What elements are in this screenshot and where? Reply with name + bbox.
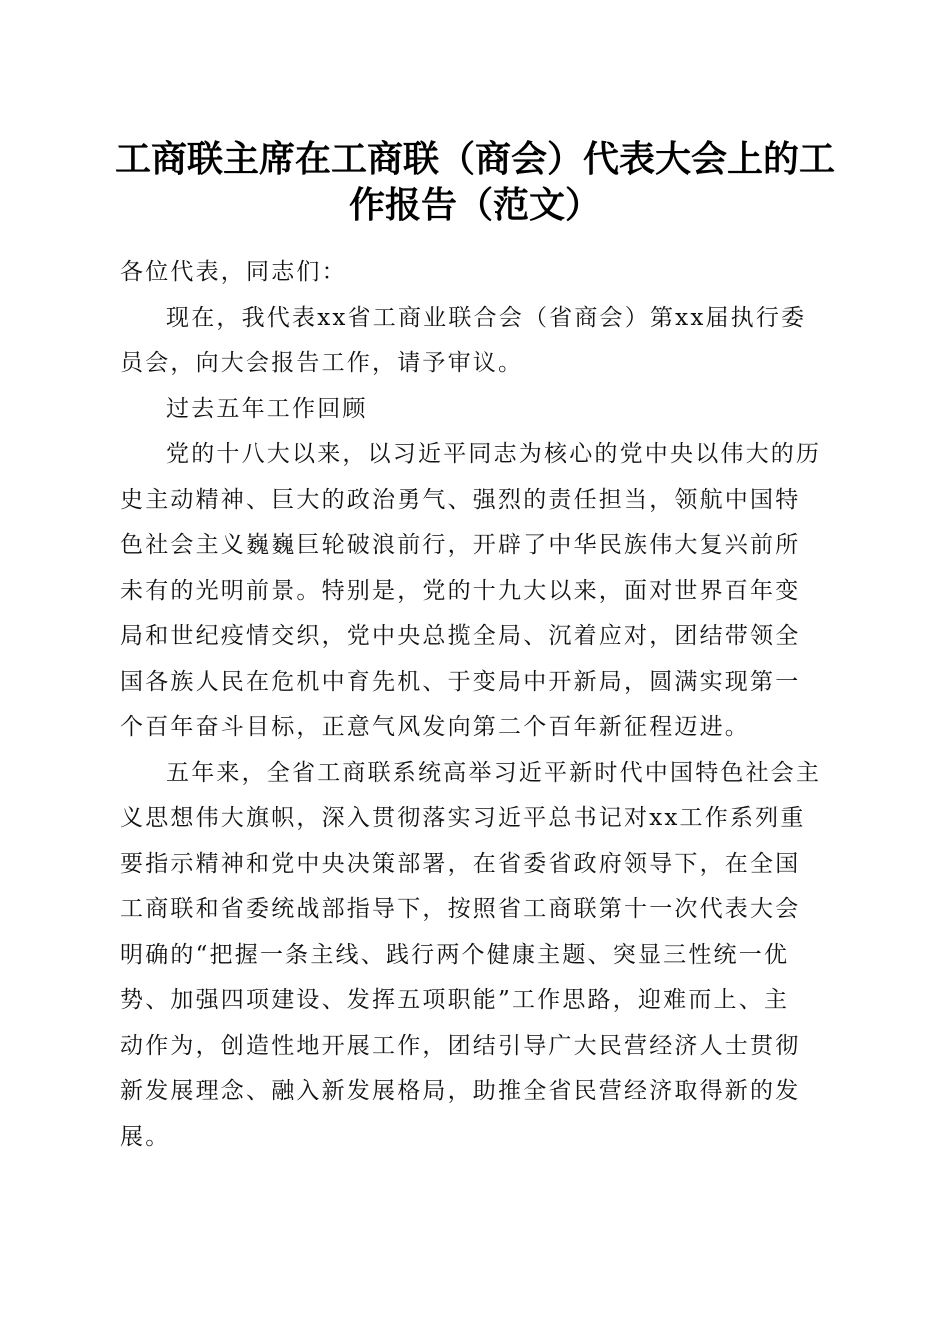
paragraph-line: 明确的“把握一条主线、践行两个健康主题、突显三性统一优 (120, 941, 790, 968)
title-line-2: 作报告（范文） (348, 184, 601, 226)
paragraph-line: 国各族人民在危机中育先机、于变局中开新局，圆满实现第一 (120, 668, 801, 695)
paragraph-line: 现在，我代表xx省工商业联合会（省商会）第xx届执行委 (166, 304, 807, 331)
title-line-1: 工商联主席在工商联（商会）代表大会上的工 (114, 138, 835, 180)
paragraph-line: 未有的光明前景。特别是，党的十九大以来，面对世界百年变 (120, 577, 801, 604)
section-heading (120, 387, 830, 433)
paragraph-line: 展。 (120, 1123, 171, 1150)
paragraph-line: 员会，向大会报告工作，请予审议。 (120, 350, 524, 376)
paragraph-line: 义思想伟大旗帜，深入贯彻落实习近平总书记对xx工作系列重 (120, 805, 806, 831)
paragraph-line: 工商联和省委统战部指导下，按照省工商联第十一次代表大会 (120, 896, 801, 922)
section-heading-text: 过去五年工作回顾 (166, 395, 368, 422)
paragraph-line: 动作为，创造性地开展工作，团结引导广大民营经济人士贯彻 (120, 1032, 801, 1059)
paragraph-line: 势、加强四项建设、发挥五项职能”工作思路，迎难而上、主 (120, 987, 790, 1013)
salutation (120, 250, 830, 296)
paragraph-background (120, 432, 830, 751)
paragraph-line: 个百年奋斗目标，正意气风发向第二个百年新征程迈进。 (120, 714, 750, 740)
document-body (120, 250, 830, 1160)
paragraph-line: 五年来，全省工商联系统高举习近平新时代中国特色社会主 (166, 759, 822, 786)
paragraph-line: 要指示精神和党中央决策部署，在省委省政府领导下，在全国 (120, 850, 801, 877)
paragraph-five-years (120, 751, 830, 1161)
paragraph-line: 党的十八大以来，以习近平同志为核心的党中央以伟大的历 (166, 441, 822, 467)
paragraph-opening (120, 296, 830, 387)
document-title (110, 136, 840, 228)
salutation-text: 各位代表，同志们： (120, 259, 347, 285)
paragraph-line: 史主动精神、巨大的政治勇气、强烈的责任担当，领航中国特 (120, 486, 801, 513)
paragraph-line: 色社会主义巍巍巨轮破浪前行，开辟了中华民族伟大复兴前所 (120, 532, 801, 558)
paragraph-line: 新发展理念、融入新发展格局，助推全省民营经济取得新的发 (120, 1078, 801, 1104)
paragraph-line: 局和世纪疫情交织，党中央总揽全局、沉着应对，团结带领全 (120, 623, 801, 649)
